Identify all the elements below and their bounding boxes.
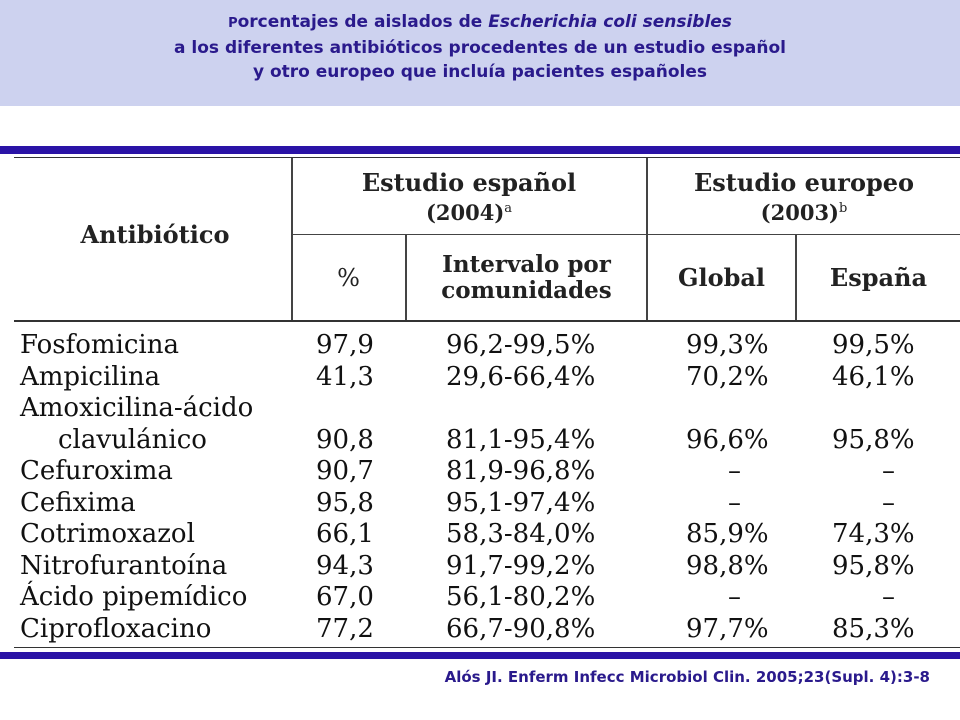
table-bottom-line — [14, 647, 960, 648]
header-separator — [14, 320, 960, 322]
cell-espana: 95,8% — [832, 424, 915, 455]
table-row — [20, 456, 950, 488]
cell-interval: 66,7-90,8% — [446, 613, 596, 644]
cell-percent: 66,1 — [316, 519, 374, 549]
cell-global: 98,8% — [686, 550, 769, 581]
cell-espana: 99,5% — [832, 330, 915, 360]
table-row — [20, 393, 950, 425]
cell-antibiotic: clavulánico — [58, 424, 207, 455]
bottom-accent-rule — [0, 652, 960, 659]
divider — [292, 234, 960, 235]
cell-antibiotic: Cotrimoxazol — [20, 519, 195, 549]
slide-title: Porcentajes de aislados de Escherichia coli sensibles a los diferentes antibióticos procedentes de un estudio español y otro europeo que incluía pacientes españoles — [0, 0, 960, 106]
cell-antibiotic: Fosfomicina — [20, 330, 179, 360]
table-row — [20, 330, 950, 362]
cell-interval: 56,1-80,2% — [446, 582, 596, 612]
cell-interval: 81,1-95,4% — [446, 424, 596, 455]
cell-antibiotic: Nitrofurantoína — [20, 550, 228, 581]
table-row — [20, 551, 950, 583]
cell-antibiotic: Cefuroxima — [20, 456, 173, 486]
table-top-line — [14, 157, 960, 158]
cell-espana: – — [882, 487, 895, 518]
table-row — [20, 425, 950, 457]
cell-antibiotic: Cefixima — [20, 487, 136, 518]
table-body — [20, 330, 950, 645]
cell-global: 97,7% — [686, 613, 769, 644]
cell-global: 85,9% — [686, 519, 769, 549]
group-header-europe: Estudio europeo $(2003)^b$ — [693, 168, 915, 225]
title-line-2: a los diferentes antibióticos procedentes de un estudio español — [174, 38, 786, 58]
cell-global: 70,2% — [686, 361, 769, 392]
cell-percent: 90,8 — [316, 424, 374, 455]
title-line-3: y otro europeo que incluía pacientes españoles — [252, 62, 708, 82]
cell-espana: 85,3% — [832, 613, 915, 644]
cell-percent: 41,3 — [316, 361, 374, 392]
subheader-interval: Intervalo por comunidades — [441, 251, 612, 304]
cell-espana: 46,1% — [832, 361, 915, 392]
cell-global: 96,6% — [686, 424, 769, 455]
group-header-spain: Estudio español $(2004)^a$ — [361, 168, 577, 225]
cell-percent: 67,0 — [316, 582, 374, 612]
table-row — [20, 488, 950, 520]
cell-percent: 90,7 — [316, 456, 374, 486]
cell-global: – — [728, 456, 741, 486]
cell-interval: 58,3-84,0% — [446, 519, 596, 549]
top-accent-rule — [0, 146, 960, 154]
subheader-global: Global — [677, 263, 766, 292]
cell-interval: 91,7-99,2% — [446, 550, 596, 581]
cell-percent: 97,9 — [316, 330, 374, 360]
cell-interval: 81,9-96,8% — [446, 456, 596, 486]
cell-antibiotic: Ácido pipemídico — [20, 582, 248, 612]
cell-percent: 94,3 — [316, 550, 374, 581]
cell-interval: 29,6-66,4% — [446, 361, 596, 392]
cell-espana: – — [882, 582, 895, 612]
subheader-percent: % — [337, 264, 360, 292]
cell-global: 99,3% — [686, 330, 769, 360]
table-row — [20, 519, 950, 551]
cell-percent: 95,8 — [316, 487, 374, 518]
cell-espana: 74,3% — [832, 519, 915, 549]
column-header-antibiotico: Antibiótico — [80, 220, 230, 249]
cell-espana: – — [882, 456, 895, 486]
table-row — [20, 614, 950, 646]
cell-percent: 77,2 — [316, 613, 374, 644]
cell-espana: 95,8% — [832, 550, 915, 581]
cell-antibiotic: Amoxicilina-ácido — [20, 393, 254, 423]
subheader-espana: España — [829, 263, 928, 292]
cell-antibiotic: Ciprofloxacino — [20, 613, 212, 644]
cell-global: – — [728, 487, 741, 518]
citation: Alós JI. Enferm Infecc Microbiol Clin. 2005;23(Supl. 4):3-8 — [444, 668, 930, 686]
cell-global: – — [728, 582, 741, 612]
table-row — [20, 362, 950, 394]
cell-antibiotic: Ampicilina — [20, 361, 161, 392]
cell-interval: 96,2-99,5% — [446, 330, 596, 360]
table-row — [20, 582, 950, 614]
cell-interval: 95,1-97,4% — [446, 487, 596, 518]
